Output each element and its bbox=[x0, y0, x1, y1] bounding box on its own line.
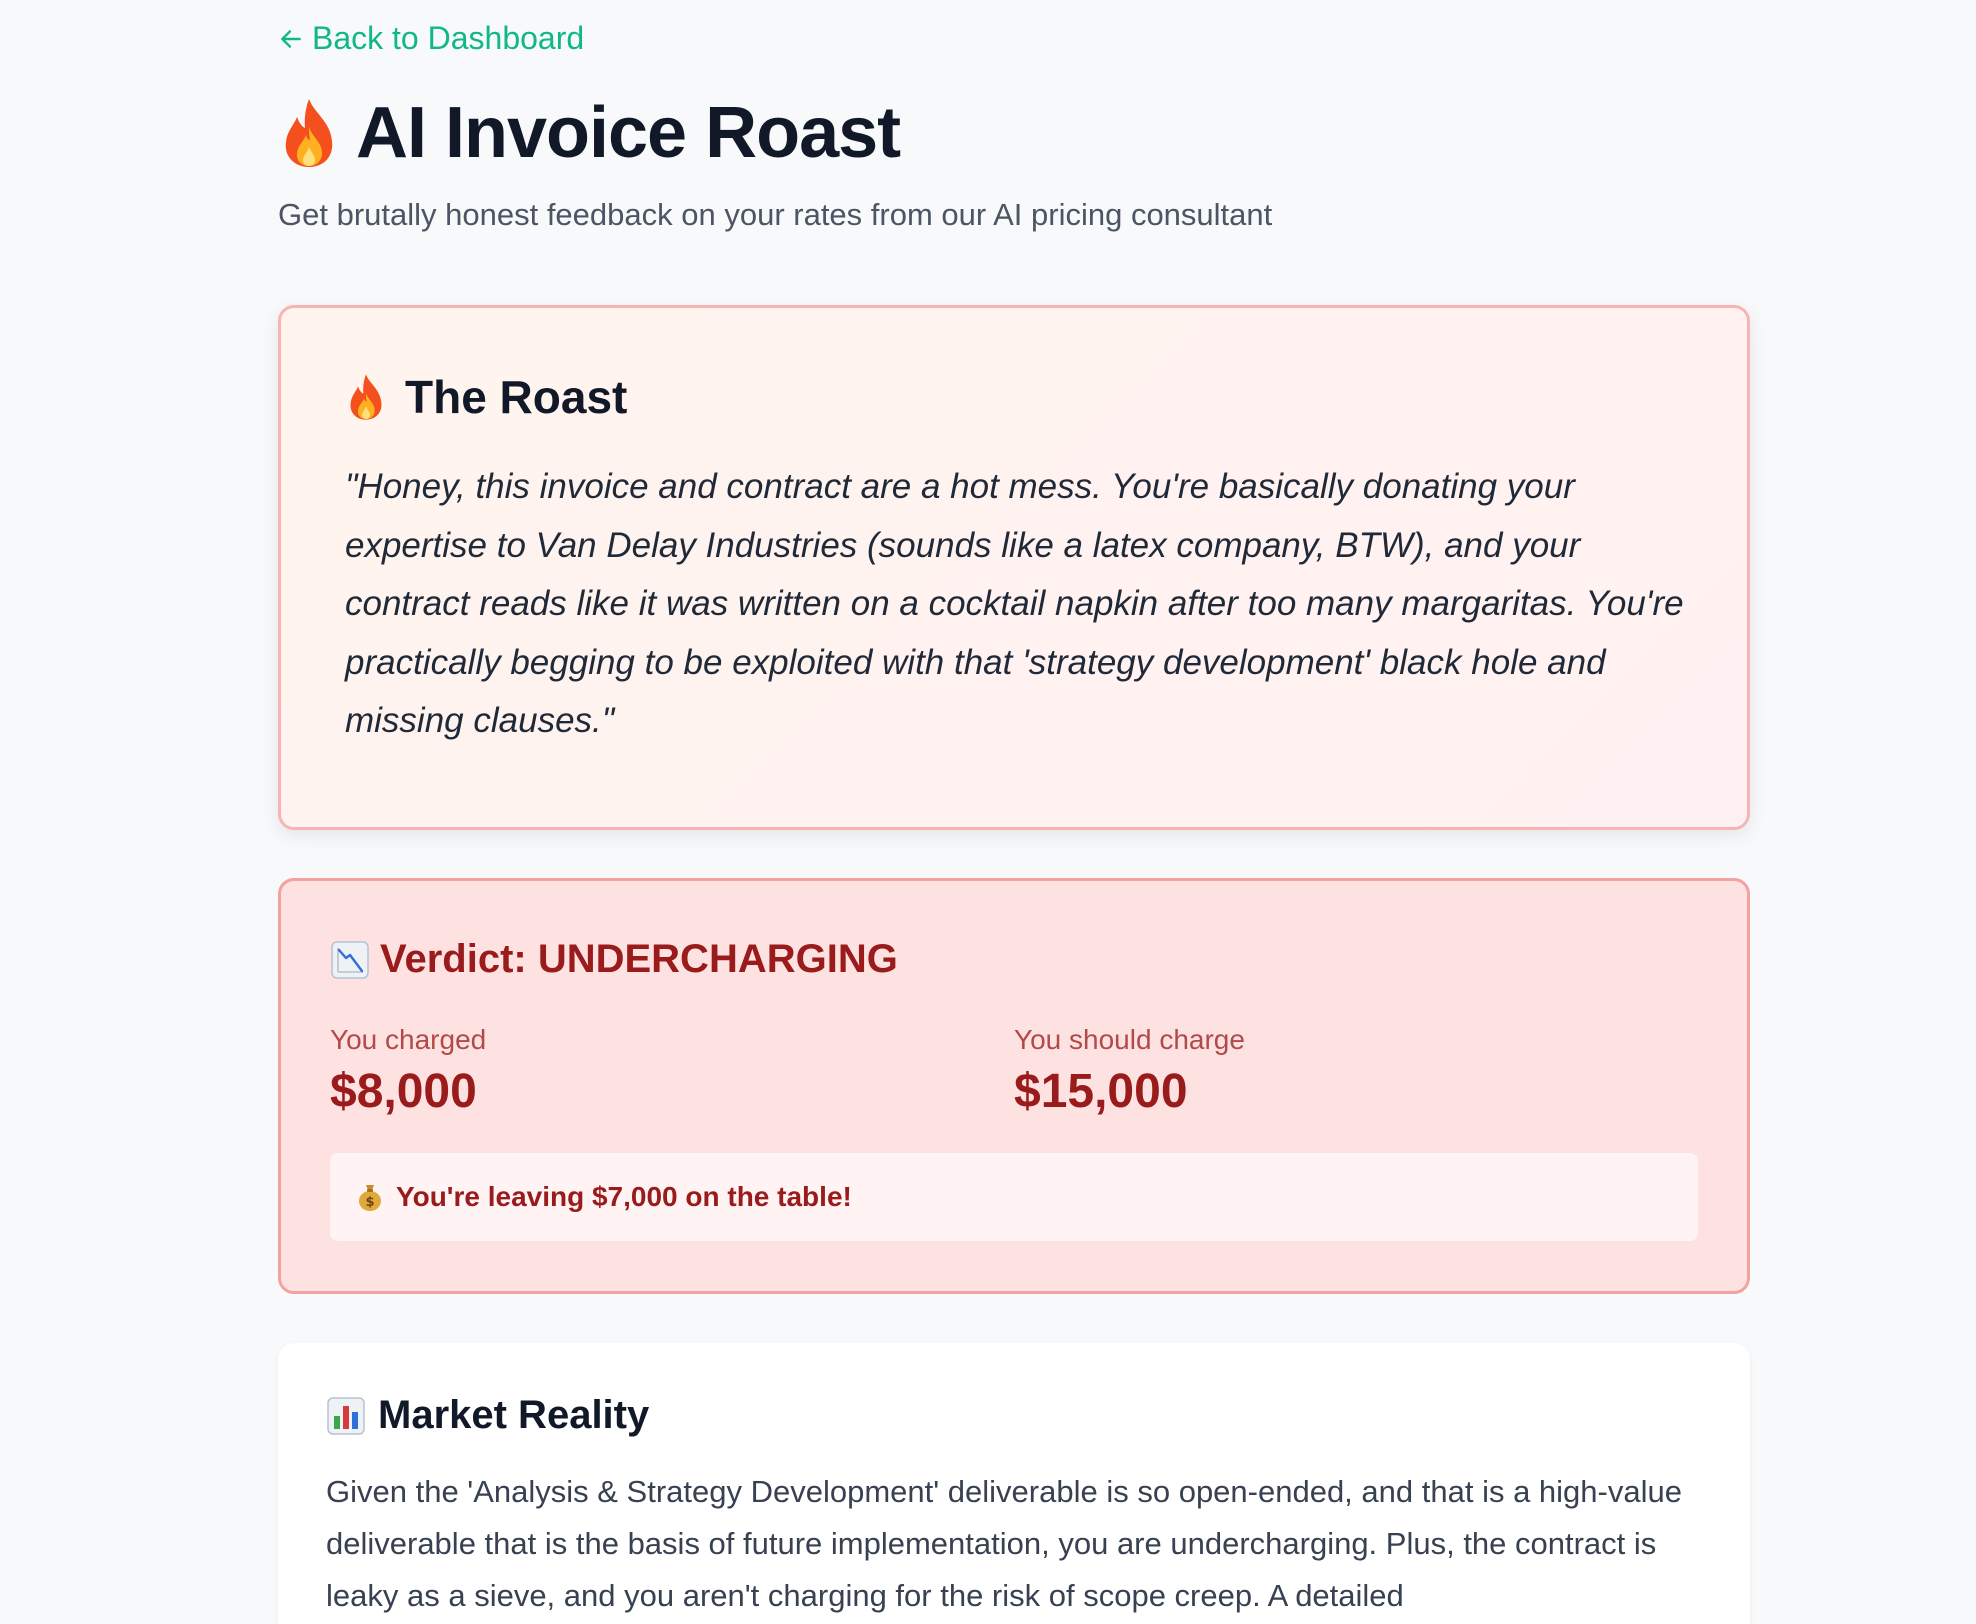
market-heading bbox=[326, 1393, 1702, 1438]
verdict-heading bbox=[330, 937, 1698, 982]
charged-value: $8,000 bbox=[330, 1065, 477, 1118]
arrow-left-icon bbox=[278, 26, 304, 52]
svg-text:$: $ bbox=[365, 1195, 375, 1210]
money-left-text: You're leaving $7,000 on the table! bbox=[396, 1181, 852, 1212]
page-subtitle: Get brutally honest feedback on your rates from our AI pricing consultant bbox=[278, 197, 1273, 232]
market-reality-card bbox=[278, 1343, 1750, 1624]
price-comparison bbox=[330, 1024, 1698, 1119]
page-title-text: AI Invoice Roast bbox=[356, 93, 901, 173]
verdict-card bbox=[278, 878, 1750, 1294]
money-bag-icon bbox=[356, 1182, 384, 1212]
verdict-heading-text: Verdict: UNDERCHARGING bbox=[380, 937, 898, 981]
money-left-callout bbox=[330, 1153, 1698, 1241]
fire-icon bbox=[345, 373, 387, 421]
fire-icon bbox=[278, 97, 340, 169]
market-heading-text: Market Reality bbox=[378, 1393, 650, 1437]
bar-chart-icon bbox=[326, 1396, 366, 1436]
charged-label: You charged bbox=[330, 1024, 487, 1055]
roast-heading-text: The Roast bbox=[405, 371, 628, 423]
back-link-label: Back to Dashboard bbox=[312, 20, 585, 56]
should-charge-value: $15,000 bbox=[1014, 1065, 1188, 1118]
chart-decreasing-icon bbox=[330, 940, 370, 980]
should-charge-column bbox=[1014, 1024, 1698, 1119]
charged-column bbox=[330, 1024, 1014, 1119]
roast-heading bbox=[345, 370, 1683, 424]
roast-card bbox=[278, 305, 1750, 830]
back-to-dashboard-link[interactable] bbox=[278, 20, 584, 57]
page-title bbox=[278, 92, 900, 174]
should-charge-label: You should charge bbox=[1014, 1024, 1245, 1055]
market-text: Given the 'Analysis & Strategy Development' deliverable is so open-ended, and that is a high-value deliverable that is the basis of future implementation, you are undercharging. Plus, the contract is leaky as a sieve, and you aren't charging for the risk of scope creep. A detailed bbox=[326, 1474, 1682, 1613]
roast-quote: "Honey, this invoice and contract are a hot mess. You're basically donating your expertise to Van Delay Industries (sounds like a latex company, BTW), and your contract reads like it was written on a cocktail napkin after too many margaritas. You're practically begging to be exploited with that 'strategy development' black hole and missing clauses." bbox=[345, 467, 1684, 740]
